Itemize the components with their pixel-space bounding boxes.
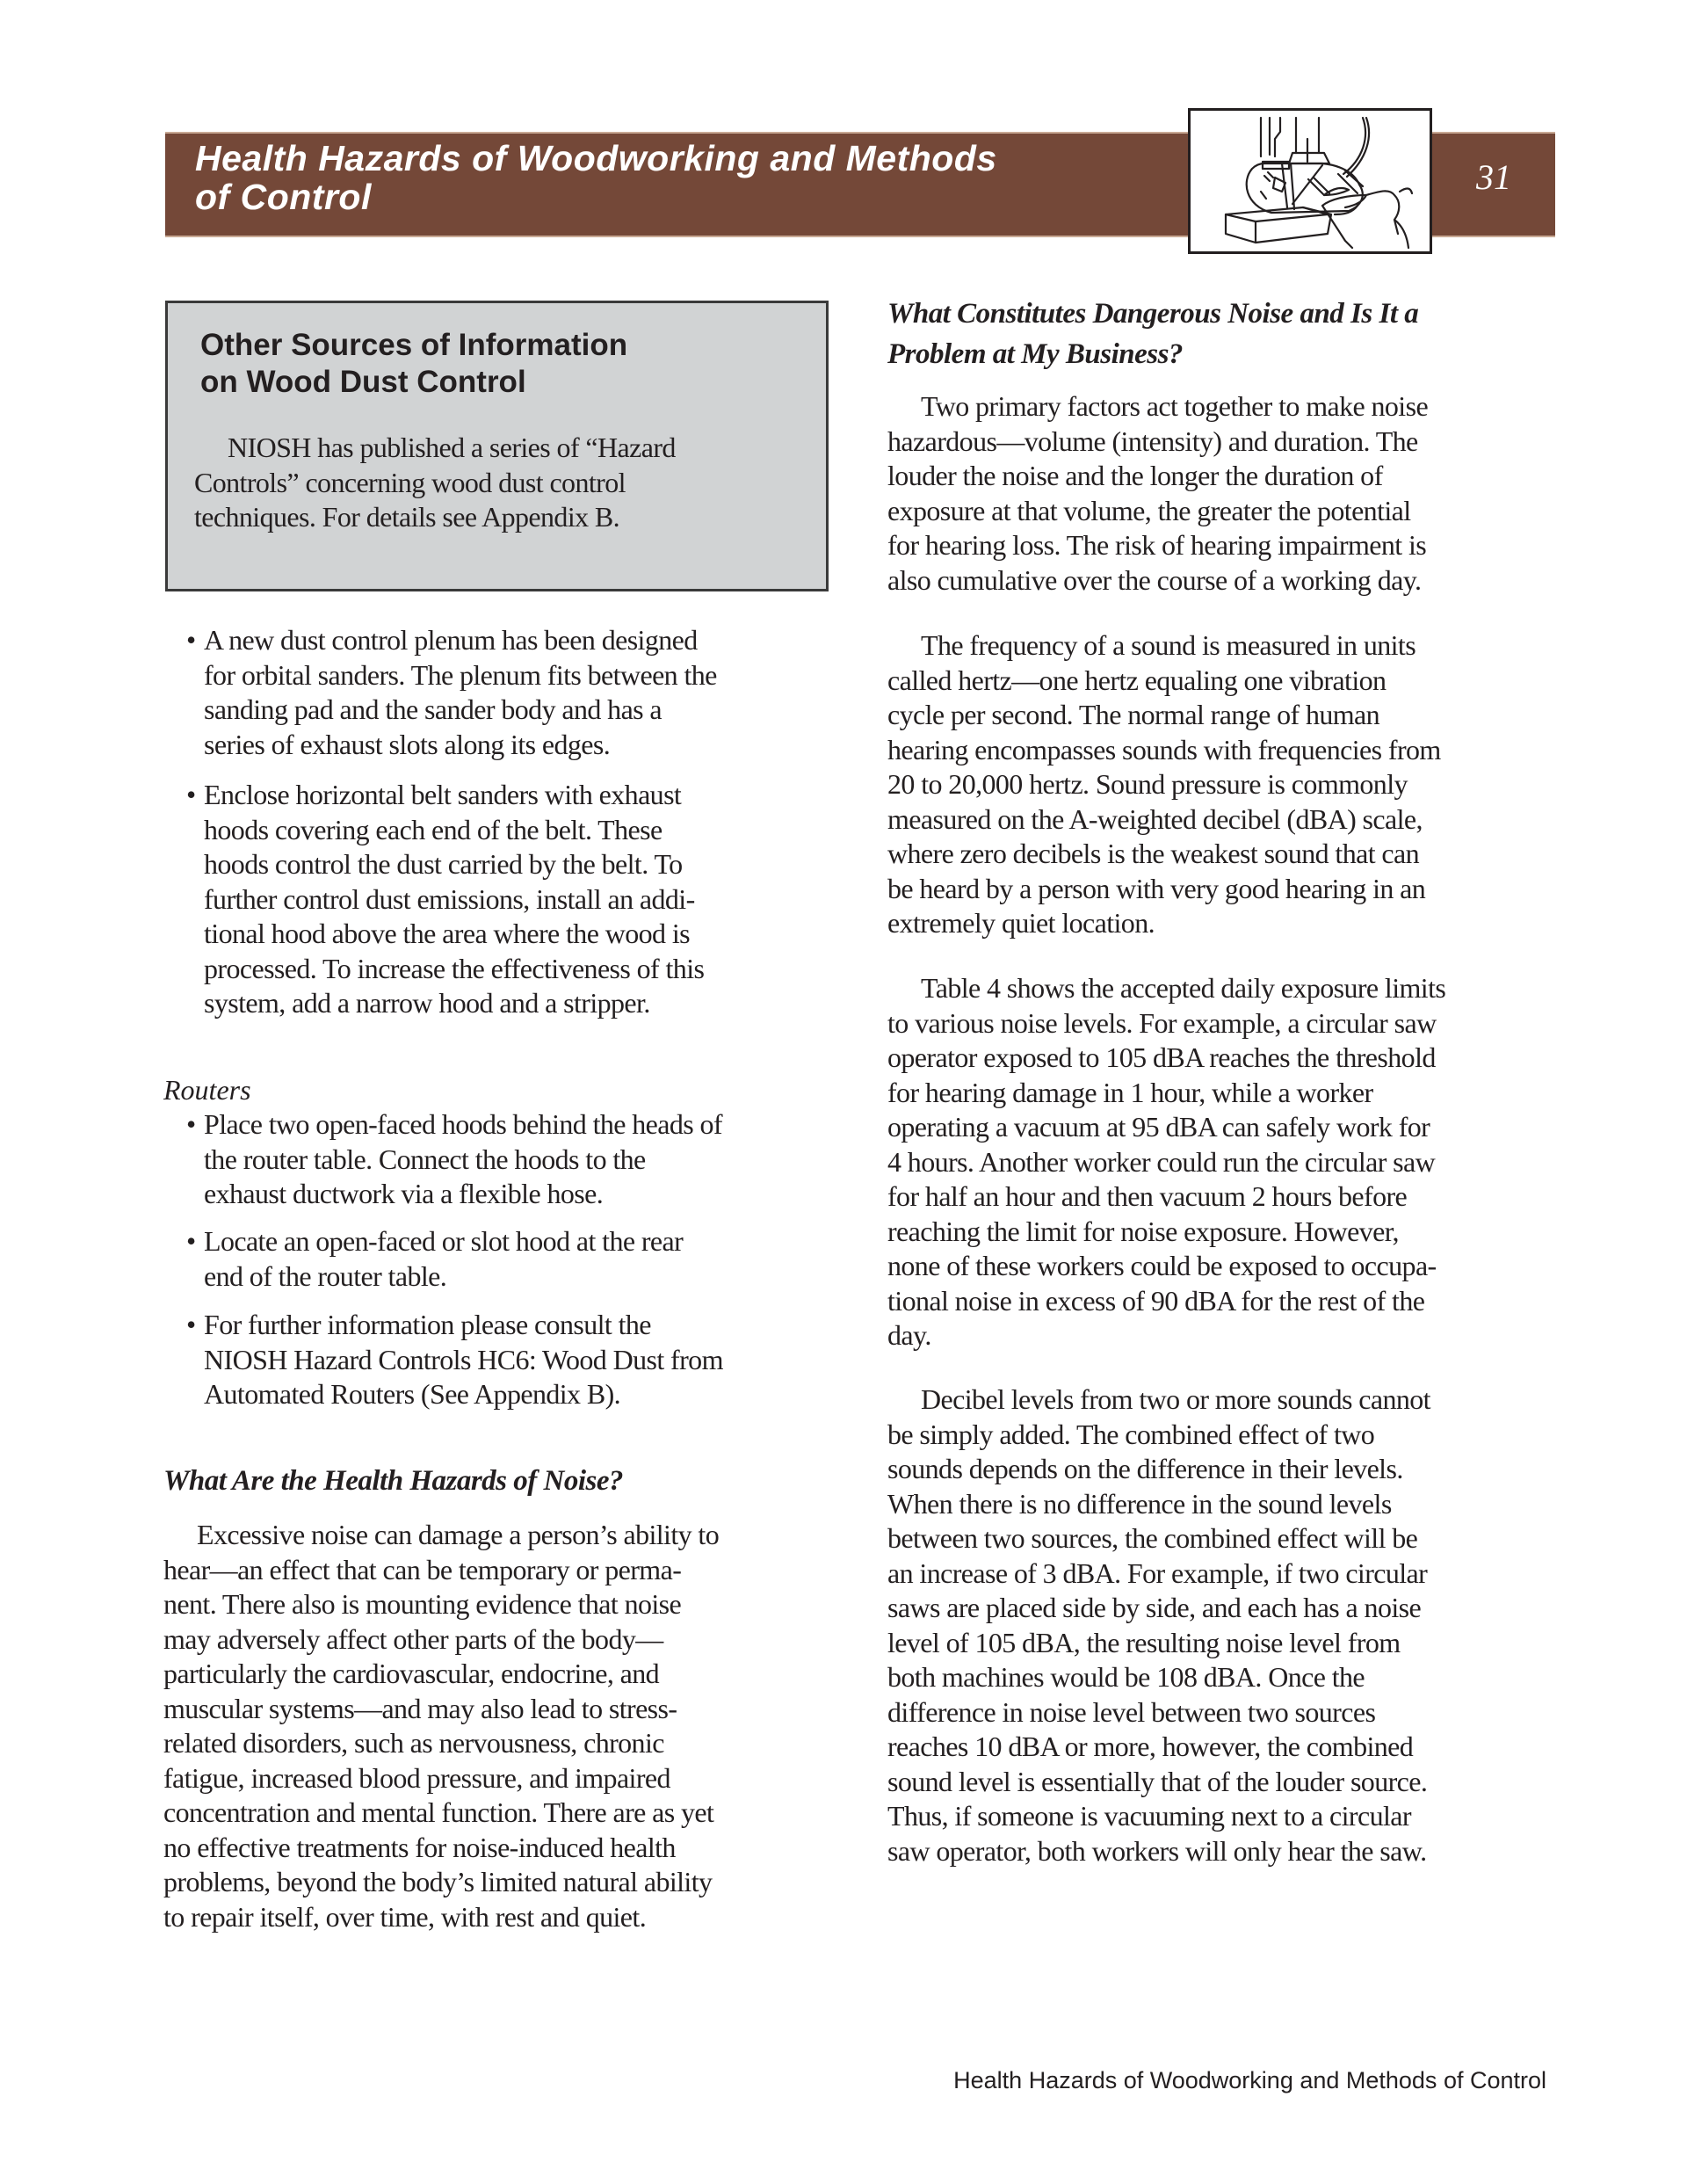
heading-line: What Constitutes Dangerous Noise and Is It a: [887, 298, 1419, 330]
paragraph-line: Excessive noise can damage a person’s ability to: [197, 1519, 720, 1550]
saw-hand-drawing-icon: [1191, 111, 1430, 251]
paragraph-line: sound level is essentially that of the louder source.: [887, 1765, 1428, 1797]
paragraph-line: reaches 10 dBA or more, however, the combined: [887, 1731, 1414, 1762]
paragraph-line: day.: [887, 1319, 931, 1351]
paragraph-line: where zero decibels is the weakest sound that can: [887, 838, 1420, 869]
bullet-line: Locate an open-faced or slot hood at the rear: [204, 1225, 684, 1257]
bullet-line: A new dust control plenum has been designed: [204, 624, 698, 656]
paragraph-line: both machines would be 108 dBA. Once the: [887, 1661, 1365, 1693]
paragraph-line: 4 hours. Another worker could run the circular saw: [887, 1145, 1436, 1178]
woodworking-illustration-icon: [1188, 108, 1432, 254]
paragraph-line: for hearing damage in 1 hour, while a worker: [887, 1076, 1373, 1108]
paragraph-line: saws are placed side by side, and each has a noise: [887, 1592, 1422, 1623]
paragraph-line: The frequency of a sound is measured in units: [921, 629, 1416, 661]
noise-hazards-paragraph: [163, 1518, 719, 1934]
chapter-title-line-2: of Control: [195, 177, 372, 217]
paragraph-line: for hearing loss. The risk of hearing impairment is: [887, 529, 1427, 561]
bullet-line: tional hood above the area where the wood is: [204, 918, 690, 949]
paragraph-line: be simply added. The combined effect of two: [887, 1418, 1375, 1450]
bullet-line: Automated Routers (See Appendix B).: [204, 1378, 621, 1410]
paragraph-line: Thus, if someone is vacuuming next to a circular: [887, 1800, 1411, 1832]
paragraph-line: to various noise levels. For example, a circular saw: [887, 1006, 1437, 1039]
paragraph-line: for half an hour and then vacuum 2 hours before: [887, 1180, 1408, 1212]
paragraph-line: louder the noise and the longer the duration of: [887, 460, 1383, 491]
bullet-line: exhaust ductwork via a flexible hose.: [204, 1178, 604, 1209]
heading-line: Problem at My Business?: [887, 338, 1183, 370]
bullet-line: hoods covering each end of the belt. These: [204, 813, 662, 845]
bullet-icon: •: [186, 1309, 196, 1340]
paragraph-line: When there is no difference in the sound levels: [887, 1487, 1392, 1520]
paragraph-line: concentration and mental function. There are as yet: [163, 1796, 714, 1828]
paragraph-line: nent. There also is mounting evidence that noise: [163, 1588, 682, 1620]
bullet-line: sanding pad and the sander body and has a: [204, 693, 662, 725]
paragraph-line: sounds depends on the difference in their levels.: [887, 1453, 1403, 1484]
paragraph-line: also cumulative over the course of a working day.: [887, 563, 1422, 596]
bullet-icon: •: [186, 624, 196, 656]
info-box-body-line: techniques. For details see Appendix B.: [194, 501, 620, 533]
section-heading-dangerous-noise: [887, 294, 1418, 374]
paragraph-line: measured on the A-weighted decibel (dBA) scale,: [887, 802, 1423, 835]
chapter-title-line-1: Health Hazards of Woodworking and Methods: [195, 138, 997, 178]
info-box-heading-line-1: Other Sources of Information: [200, 328, 628, 362]
bullet-icon: •: [186, 1225, 196, 1257]
info-box-body-line: NIOSH has published a series of “Hazard: [228, 432, 676, 463]
paragraph-line: be heard by a person with very good hearing in an: [887, 872, 1426, 904]
paragraph-line: 20 to 20,000 hertz. Sound pressure is commonly: [887, 768, 1408, 800]
paragraph-line: hear—an effect that can be temporary or perma-: [163, 1553, 682, 1585]
bullet-line: for orbital sanders. The plenum fits between the: [204, 658, 717, 691]
paragraph-sound-frequency: [887, 628, 1441, 941]
paragraph-line: none of these workers could be exposed to occupa-: [887, 1250, 1437, 1281]
bullet-line: end of the router table.: [204, 1259, 447, 1292]
paragraph-line: hazardous—volume (intensity) and duration. The: [887, 424, 1418, 457]
info-box-heading-line-2: on Wood Dust Control: [200, 365, 526, 399]
bullet-line: further control dust emissions, install an addi-: [204, 882, 695, 915]
bullet-icon: •: [186, 779, 196, 810]
paragraph-line: saw operator, both workers will only hear the saw.: [887, 1834, 1427, 1867]
routers-subheading: Routers: [163, 1074, 251, 1106]
paragraph-line: tional noise in excess of 90 dBA for the rest of the: [887, 1284, 1425, 1317]
paragraph-line: particularly the cardiovascular, endocrine, and: [163, 1658, 660, 1689]
paragraph-line: between two sources, the combined effect will be: [887, 1522, 1418, 1554]
bullet-line: processed. To increase the effectiveness of this: [204, 952, 705, 984]
bullet-line: Place two open-faced hoods behind the heads of: [204, 1108, 722, 1140]
chapter-title: [195, 139, 1179, 216]
paragraph-exposure-limits: [887, 971, 1445, 1353]
paragraph-line: exposure at that volume, the greater the potential: [887, 494, 1411, 526]
paragraph-line: may adversely affect other parts of the body—: [163, 1622, 663, 1655]
paragraph-line: no effective treatments for noise-induced health: [163, 1831, 676, 1863]
paragraph-line: related disorders, such as nervousness, chronic: [163, 1727, 664, 1759]
paragraph-line: Decibel levels from two or more sounds cannot: [921, 1383, 1430, 1415]
bullet-icon: •: [186, 1108, 196, 1140]
footer-running-title: Health Hazards of Woodworking and Methods of Control: [953, 2067, 1546, 2093]
paragraph-line: called hertz—one hertz equaling one vibration: [887, 664, 1387, 696]
paragraph-line: to repair itself, over time, with rest and quiet.: [163, 1900, 647, 1933]
bullet-line: series of exhaust slots along its edges.: [204, 728, 611, 760]
paragraph-line: operator exposed to 105 dBA reaches the threshold: [887, 1041, 1436, 1073]
paragraph-line: fatigue, increased blood pressure, and impaired: [163, 1761, 670, 1794]
paragraph-line: level of 105 dBA, the resulting noise level from: [887, 1626, 1401, 1658]
page-number: 31: [1476, 157, 1511, 197]
bullet-line: hoods control the dust carried by the belt. To: [204, 848, 683, 880]
paragraph-line: an increase of 3 dBA. For example, if two circular: [887, 1556, 1428, 1589]
paragraph-line: Two primary factors act together to make noise: [921, 390, 1429, 422]
paragraph-line: cycle per second. The normal range of human: [887, 699, 1380, 730]
info-box-heading: [200, 327, 627, 401]
paragraph-line: extremely quiet location.: [887, 907, 1155, 939]
paragraph-line: Table 4 shows the accepted daily exposure limits: [921, 972, 1446, 1004]
bullet-line: NIOSH Hazard Controls HC6: Wood Dust from: [204, 1343, 723, 1375]
info-box-body: [194, 431, 676, 535]
paragraph-line: difference in noise level between two sources: [887, 1695, 1376, 1728]
paragraph-line: reaching the limit for noise exposure. However,: [887, 1215, 1399, 1247]
info-box-body-line: Controls” concerning wood dust control: [194, 466, 626, 498]
section-heading-noise-hazards: What Are the Health Hazards of Noise?: [163, 1465, 623, 1497]
paragraph-line: problems, beyond the body’s limited natural ability: [163, 1866, 713, 1897]
bullet-line: Enclose horizontal belt sanders with exhaust: [204, 779, 682, 810]
paragraph-decibel-levels: [887, 1382, 1430, 1868]
bullet-line: system, add a narrow hood and a stripper.: [204, 987, 650, 1019]
paragraph-line: hearing encompasses sounds with frequencies from: [887, 733, 1441, 765]
paragraph-noise-factors: [887, 389, 1428, 598]
paragraph-line: muscular systems—and may also lead to stress-: [163, 1692, 677, 1724]
paragraph-line: operating a vacuum at 95 dBA can safely work for: [887, 1111, 1430, 1143]
bullet-line: For further information please consult the: [204, 1309, 651, 1340]
bullet-line: the router table. Connect the hoods to the: [204, 1143, 646, 1175]
